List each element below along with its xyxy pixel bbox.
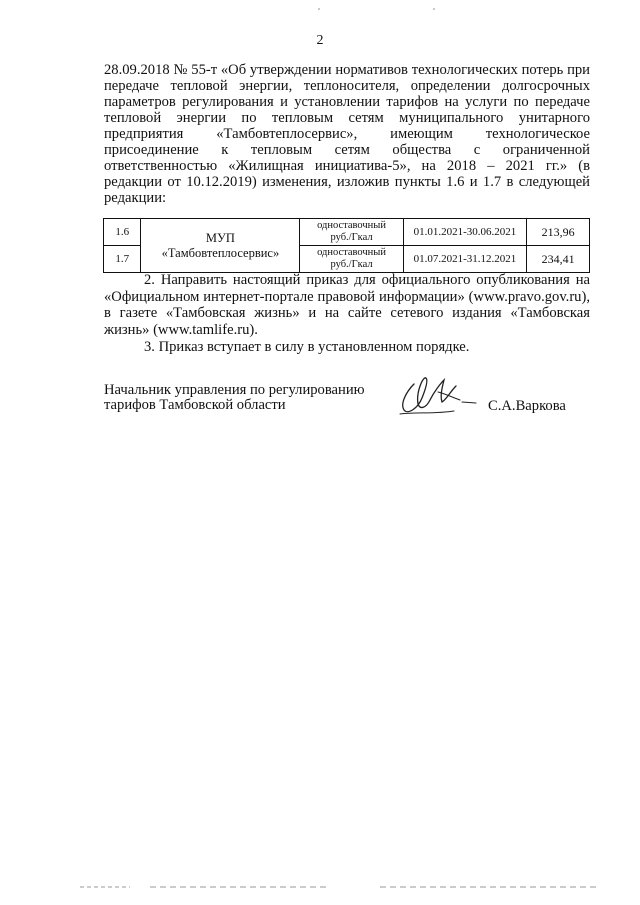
row-number: 1.6 bbox=[104, 219, 141, 246]
organization-cell bbox=[141, 219, 300, 273]
scan-artifact-top bbox=[0, 6, 640, 12]
handwritten-signature bbox=[396, 370, 486, 422]
organization-line: МУП bbox=[205, 230, 235, 245]
unit-cell bbox=[300, 219, 403, 246]
effect-paragraph: 3. Приказ вступает в силу в установленном порядке. bbox=[144, 339, 470, 355]
position-line: тарифов Тамбовской области bbox=[104, 397, 286, 413]
signatory-position bbox=[104, 383, 394, 413]
row-number: 1.7 bbox=[104, 246, 141, 273]
tariff-value: 234,41 bbox=[527, 246, 590, 273]
organization-line: «Тамбовтеплосервис» bbox=[161, 245, 280, 260]
lead-paragraph: 28.09.2018 № 55-т «Об утверждении нормативов технологических потерь при передаче тепловой энергии, теплоносителя, определении долгосрочных параметров регулирования и установлении тарифов на услуги по передаче тепловой энергии по тепловым сетям муниципального унитарного предприятия «Тамбовтеплосервис», имеющим технологическое присоединение к тепловым сетям общества с ограниченной ответственностью «Жилищная инициатива-5», на 2018 – 2021 гг.» (в редакции от 10.12.2019) изменения, изложив пункты 1.6 и 1.7 в следующей редакции: bbox=[104, 62, 590, 206]
position-line: Начальник управления по регулированию bbox=[104, 382, 365, 398]
page-number: 2 bbox=[316, 33, 324, 48]
signatory-name: С.А.Варкова bbox=[488, 398, 566, 414]
unit-type: одноставочный bbox=[317, 247, 386, 258]
unit-measure: руб./Гкал bbox=[330, 232, 373, 243]
unit-type: одноставочный bbox=[317, 220, 386, 231]
publication-paragraph: 2. Направить настоящий приказ для официального опубликования на «Официальном интернет-портале правовой информации» (www.pravo.gov.ru), в газете «Тамбовская жизнь» и на сайте сетевого издания «Тамбовская жизнь» (www.tamlife.ru). bbox=[104, 272, 590, 338]
period-cell: 01.07.2021-31.12.2021 bbox=[403, 246, 527, 273]
period-cell: 01.01.2021-30.06.2021 bbox=[403, 219, 527, 246]
unit-cell bbox=[300, 246, 403, 273]
unit-measure: руб./Гкал bbox=[330, 259, 373, 270]
tariff-table bbox=[103, 218, 590, 273]
table-row bbox=[104, 219, 590, 246]
body-paragraph bbox=[104, 62, 590, 206]
scan-artifact-bottom bbox=[0, 884, 640, 892]
tariff-value: 213,96 bbox=[527, 219, 590, 246]
